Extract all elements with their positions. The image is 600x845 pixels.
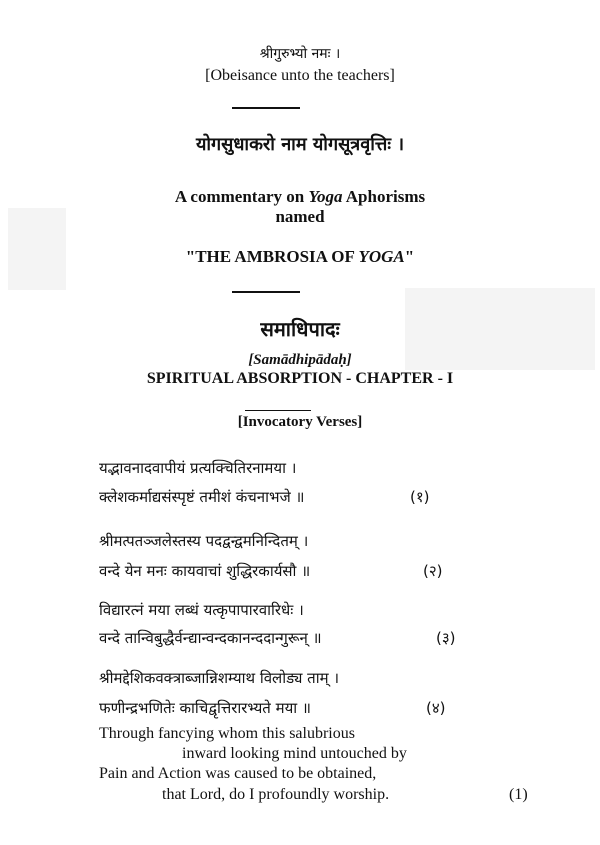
verse-1-line-2: क्लेशकर्माद्यसंस्पृष्टं तमीशं कंचनाभजे ॥ (99, 488, 305, 506)
verse-4-line-1: श्रीमद्देशिकवक्त्राब्जान्निशम्याथ विलोड्य ताम् । (99, 669, 340, 687)
verse-3-line-1: विद्यारत्नं मया लब्धं यत्कृपापारवारिधेः । (99, 601, 304, 619)
translation-line-1: Through fancying whom this salubrious (99, 725, 355, 742)
verse-3-number: (३) (436, 629, 456, 647)
translation-line-3: Pain and Action was caused to be obtained, (99, 765, 377, 782)
divider-3 (245, 410, 311, 411)
translation-line-2: inward looking mind untouched by (182, 745, 407, 762)
translation-number: (1) (509, 786, 528, 803)
chapter-transliteration (0, 352, 600, 369)
invocation-translation: [Obeisance unto the teachers] (205, 67, 395, 84)
verse-2-line-2: वन्दे येन मनः कायवाचां शुद्धिरकार्यसौ ॥ (99, 562, 311, 580)
title-english-line1-a: A commentary on (174, 187, 309, 206)
title-english-line3-c: " (404, 247, 415, 266)
verse-2-number: (२) (423, 562, 443, 580)
divider-1 (232, 107, 300, 109)
translation-line-4: that Lord, do I profoundly worship. (162, 786, 390, 803)
verse-1-number: (१) (410, 488, 430, 506)
title-english-line3-a: "THE AMBROSIA OF (185, 247, 359, 266)
section-title: [Invocatory Verses] (237, 414, 363, 430)
divider-2 (232, 291, 300, 293)
title-sanskrit: योगसुधाकरो नाम योगसूत्रवृत्तिः । (195, 134, 405, 155)
verse-4-number: (४) (426, 699, 446, 717)
title-english-line2: named (275, 207, 325, 226)
title-english-line1 (0, 187, 600, 207)
verse-2-line-1: श्रीमत्पतञ्जलेस्तस्य पदद्वन्द्वमनिन्दितम् । (99, 532, 309, 550)
title-english-line1-c: Aphorisms (342, 187, 426, 206)
verse-4-line-2: फणीन्द्रभणितेः काचिद्वृत्तिरारभ्यते मया ॥ (99, 699, 311, 717)
verse-1-line-1: यद्भावनादवापीयं प्रत्यक्चितिरनामया । (99, 459, 297, 477)
title-english-line1-b: Yoga (308, 187, 343, 206)
invocation: श्रीगुरुभ्यो नमः । (259, 46, 341, 62)
chapter-english: SPIRITUAL ABSORPTION - CHAPTER - I (146, 370, 454, 387)
title-english-line3-b: YOGA (358, 247, 405, 266)
chapter-sanskrit: समाधिपादः (260, 317, 340, 341)
title-english-line3 (0, 247, 600, 267)
verse-3-line-2: वन्दे तान्विबुद्धैर्वन्द्यान्वन्दकानन्ददान्गुरून् ॥ (99, 629, 322, 647)
chapter-transliteration-text: [Samādhipādaḥ] (248, 352, 352, 368)
